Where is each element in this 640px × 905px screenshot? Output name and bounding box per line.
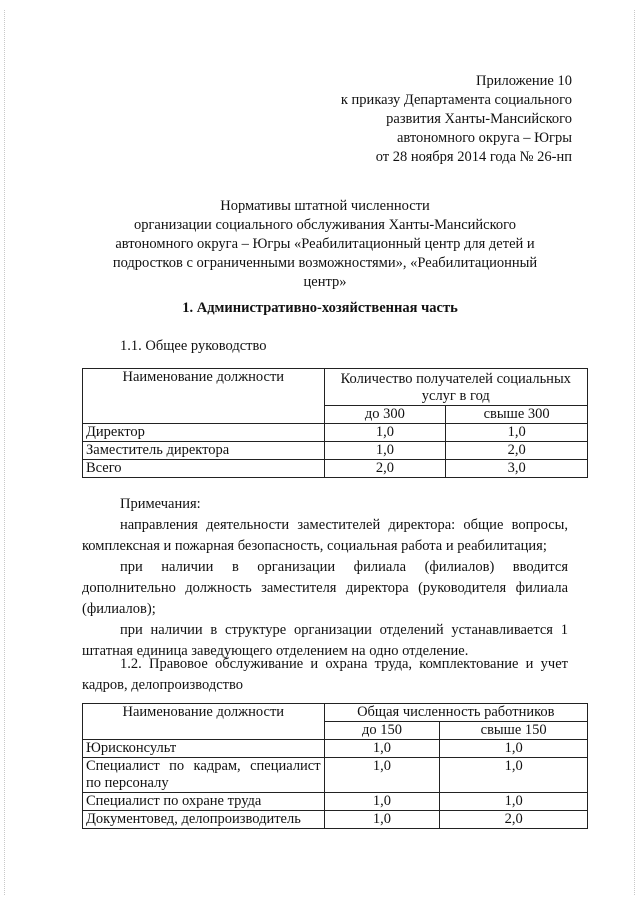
position-name: Всего (83, 460, 325, 478)
scan-edge-left (4, 10, 6, 895)
column-header-over: свыше 300 (446, 406, 588, 424)
appendix-line: Приложение 10 (476, 73, 572, 89)
note-item: направления деятельности заместителей директора: общие вопросы, комплексная и пожарная безопасность, социальная работа и реабилитация; (82, 517, 568, 554)
column-header-up-to: до 150 (324, 722, 440, 740)
position-name: Заместитель директора (83, 442, 325, 460)
table-row (83, 811, 588, 829)
value-cell: 2,0 (324, 460, 446, 478)
value-cell: 1,0 (324, 740, 440, 758)
value-cell: 1,0 (324, 442, 446, 460)
position-name: Документовед, делопроизводитель (83, 811, 325, 829)
value-cell: 1,0 (440, 740, 588, 758)
section-heading: 1. Административно-хозяйственная часть (182, 300, 458, 316)
column-header-up-to: до 300 (324, 406, 446, 424)
column-group-header: Общая численность работников (324, 704, 587, 722)
appendix-block (252, 72, 572, 167)
appendix-line: автономного округа – Югры (396, 130, 572, 146)
table-header-row (83, 704, 588, 722)
column-header-position: Наименование должности (83, 704, 325, 740)
subsection-heading-general-management: 1.1. Общее руководство (120, 338, 267, 354)
table-row (83, 424, 588, 442)
value-cell: 1,0 (440, 758, 588, 793)
value-cell: 1,0 (440, 793, 588, 811)
table-row (83, 740, 588, 758)
staff-table-general-management (82, 368, 588, 478)
position-name: Специалист по кадрам, специалист по персоналу (83, 758, 325, 793)
title-line: автономного округа – Югры «Реабилитационный центр для детей и (115, 236, 535, 252)
value-cell: 2,0 (446, 442, 588, 460)
document-title (95, 197, 555, 292)
appendix-line: развития Ханты-Мансийского (386, 111, 572, 127)
notes-block (82, 494, 568, 662)
title-line: центр» (303, 274, 347, 290)
value-cell: 3,0 (446, 460, 588, 478)
table-row (83, 442, 588, 460)
note-item: при наличии в структуре организации отделений устанавливается 1 штатная единица заведующего отделением на одно отделение. (82, 622, 568, 659)
column-group-header: Количество получателей социальных услуг в год (324, 369, 587, 406)
value-cell: 1,0 (324, 811, 440, 829)
column-header-over: свыше 150 (440, 722, 588, 740)
notes-title: Примечания: (120, 496, 201, 512)
title-line: подростков с ограниченными возможностями», «Реабилитационный (112, 255, 538, 271)
scan-edge-right (634, 10, 636, 895)
table-row (83, 758, 588, 793)
table-header-row (83, 369, 588, 406)
value-cell: 1,0 (324, 758, 440, 793)
position-name: Юрисконсульт (83, 740, 325, 758)
value-cell: 1,0 (324, 424, 446, 442)
value-cell: 1,0 (446, 424, 588, 442)
title-line: Нормативы штатной численности (220, 198, 430, 214)
position-name: Специалист по охране труда (83, 793, 325, 811)
appendix-line: от 28 ноября 2014 года № 26-нп (375, 149, 572, 165)
subsection-heading-legal-hr: 1.2. Правовое обслуживание и охрана труда, комплектование и учет кадров, делопроизводство (82, 656, 568, 693)
staff-table-legal-hr (82, 703, 588, 829)
appendix-line: к приказу Департамента социального (340, 92, 572, 108)
column-header-position: Наименование должности (83, 369, 325, 424)
note-item: при наличии в организации филиала (филиалов) вводится дополнительно должность заместителя директора (руководителя филиала (филиалов); (82, 559, 568, 617)
value-cell: 2,0 (440, 811, 588, 829)
table-row-total (83, 460, 588, 478)
title-line: организации социального обслуживания Ханты-Мансийского (133, 217, 517, 233)
position-name: Директор (83, 424, 325, 442)
table-row (83, 793, 588, 811)
value-cell: 1,0 (324, 793, 440, 811)
